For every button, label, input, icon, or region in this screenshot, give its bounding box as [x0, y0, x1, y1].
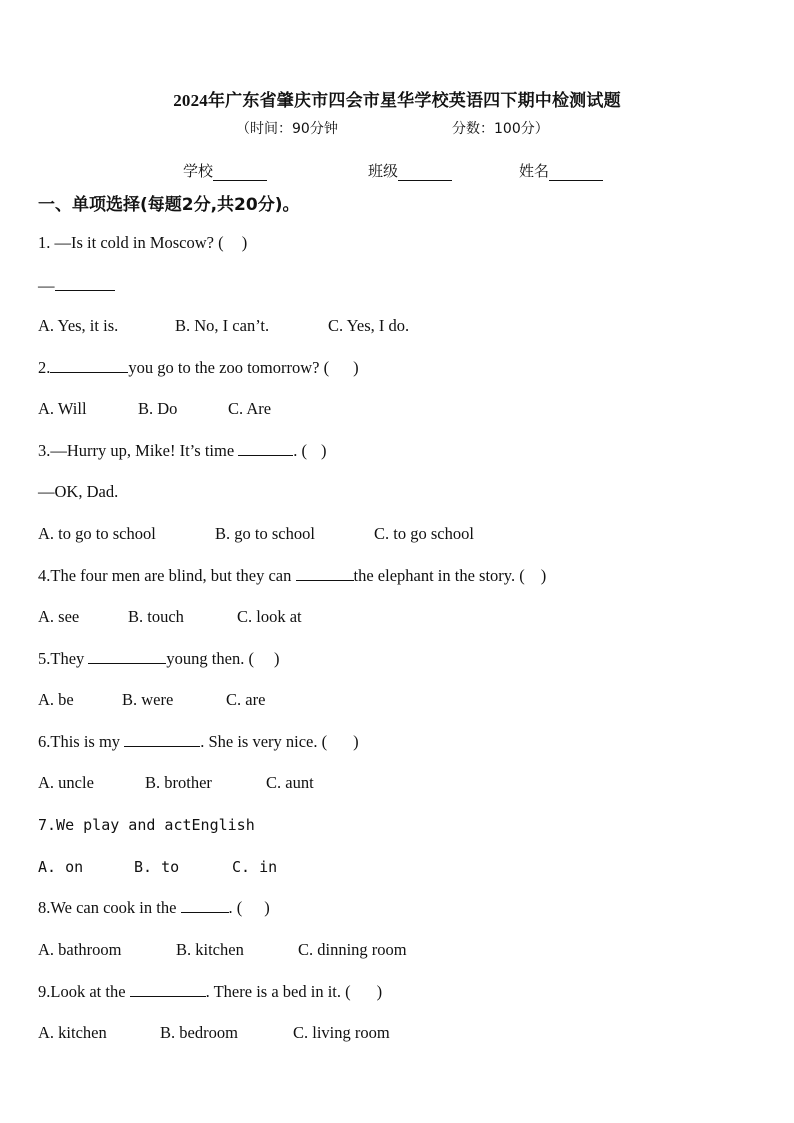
option-b[interactable]: B. Do — [138, 399, 178, 418]
name-blank[interactable] — [549, 165, 603, 181]
question-9-options — [38, 1023, 390, 1043]
option-b[interactable]: B. were — [122, 690, 174, 709]
question-6-close: ) — [353, 732, 359, 751]
option-b[interactable]: B. touch — [128, 607, 184, 626]
option-b[interactable]: B. go to school — [215, 524, 315, 543]
option-b[interactable]: B. kitchen — [176, 940, 244, 959]
option-a[interactable]: A. uncle — [38, 773, 94, 792]
question-6-text: 6.This is my — [38, 732, 121, 751]
question-5-text-end: young then. ( — [166, 649, 254, 668]
question-4-text: 4.The four men are blind, but they can — [38, 566, 292, 585]
question-3-options — [38, 524, 474, 544]
option-c[interactable]: C. living room — [293, 1023, 390, 1042]
school-field — [183, 160, 267, 181]
question-9-text-end: . There is a bed in it. ( — [205, 982, 351, 1001]
question-6-options — [38, 773, 314, 793]
class-field — [368, 160, 452, 181]
question-1-close: ) — [237, 233, 248, 252]
answer-blank[interactable] — [181, 898, 229, 913]
option-b[interactable]: B. bedroom — [160, 1023, 238, 1042]
option-c[interactable]: C. Are — [228, 399, 272, 418]
question-3-text: 3.—Hurry up, Mike! It’s time — [38, 441, 235, 460]
option-a[interactable]: A. be — [38, 690, 74, 709]
question-9 — [38, 982, 382, 1002]
answer-blank[interactable] — [50, 358, 128, 373]
answer-blank[interactable] — [124, 732, 200, 747]
time-limit: （时间：90分钟 — [236, 121, 338, 137]
answer-blank[interactable] — [130, 982, 206, 997]
question-7-options — [38, 857, 277, 877]
question-4-options — [38, 607, 302, 627]
question-3-reply: —OK, Dad. — [38, 482, 119, 501]
question-9-text: 9.Look at the — [38, 982, 126, 1001]
question-9-close: ) — [376, 982, 383, 1001]
question-8 — [38, 898, 270, 918]
question-1 — [38, 233, 247, 253]
option-b[interactable]: B. No, I can’t. — [175, 316, 270, 335]
question-6-text-end: . She is very nice. ( — [200, 732, 328, 751]
option-c[interactable]: C. in — [232, 858, 278, 876]
answer-blank[interactable] — [55, 276, 115, 291]
answer-blank[interactable] — [238, 441, 293, 456]
question-2-options — [38, 399, 271, 419]
dash: — — [38, 276, 55, 295]
option-c[interactable]: C. Yes, I do. — [328, 316, 410, 335]
school-blank[interactable] — [213, 165, 267, 181]
question-4 — [38, 566, 546, 586]
page-title: 2024年广东省肇庆市四会市星华学校英语四下期中检测试题 — [173, 91, 621, 110]
question-1-options — [38, 316, 409, 336]
question-3-text-end: . ( — [293, 441, 308, 460]
school-label: 学校 — [183, 162, 214, 180]
question-2-number: 2. — [38, 358, 51, 377]
option-a[interactable]: A. bathroom — [38, 940, 122, 959]
option-a[interactable]: A. see — [38, 607, 80, 626]
question-8-options — [38, 940, 407, 960]
question-3 — [38, 441, 327, 461]
question-8-text: 8.We can cook in the — [38, 898, 177, 917]
question-2-text: you go to the zoo tomorrow? ( — [128, 358, 330, 377]
option-a[interactable]: A. Will — [38, 399, 87, 418]
question-2 — [38, 358, 359, 378]
option-a[interactable]: A. kitchen — [38, 1023, 107, 1042]
option-c[interactable]: C. are — [226, 690, 266, 709]
question-2-close: ) — [353, 358, 359, 377]
question-5-options — [38, 690, 265, 710]
option-c[interactable]: C. aunt — [266, 773, 314, 792]
question-8-close: ) — [264, 898, 270, 917]
question-4-text-end: the elephant in the story. ( — [353, 566, 525, 585]
option-c[interactable]: C. to go school — [374, 524, 474, 543]
question-5-close: ) — [273, 649, 280, 668]
answer-blank[interactable] — [296, 566, 354, 581]
question-3-close: ) — [321, 441, 327, 460]
question-6 — [38, 732, 359, 752]
option-c[interactable]: C. look at — [237, 607, 302, 626]
question-4-close: ) — [540, 566, 547, 585]
option-b[interactable]: B. brother — [145, 773, 212, 792]
option-a[interactable]: A. on — [38, 858, 84, 876]
exam-meta — [236, 118, 549, 138]
question-5-text: 5.They — [38, 649, 85, 668]
name-label: 姓名 — [519, 162, 550, 180]
option-b[interactable]: B. to — [134, 858, 180, 876]
question-7: 7.We play and actEnglish — [38, 816, 255, 834]
class-blank[interactable] — [398, 165, 452, 181]
total-score: 分数：100分） — [452, 121, 549, 137]
name-field — [519, 160, 603, 181]
option-a[interactable]: A. to go to school — [38, 524, 156, 543]
class-label: 班级 — [368, 162, 399, 180]
question-1-answer-line — [38, 276, 115, 296]
answer-blank[interactable] — [88, 649, 166, 664]
option-a[interactable]: A. Yes, it is. — [38, 316, 119, 335]
option-c[interactable]: C. dinning room — [298, 940, 407, 959]
question-8-text-end: . ( — [228, 898, 243, 917]
section-heading: 一、单项选择(每题2分,共20分)。 — [38, 195, 300, 215]
question-1-text: 1. —Is it cold in Moscow? ( — [38, 233, 224, 252]
question-5 — [38, 649, 279, 669]
